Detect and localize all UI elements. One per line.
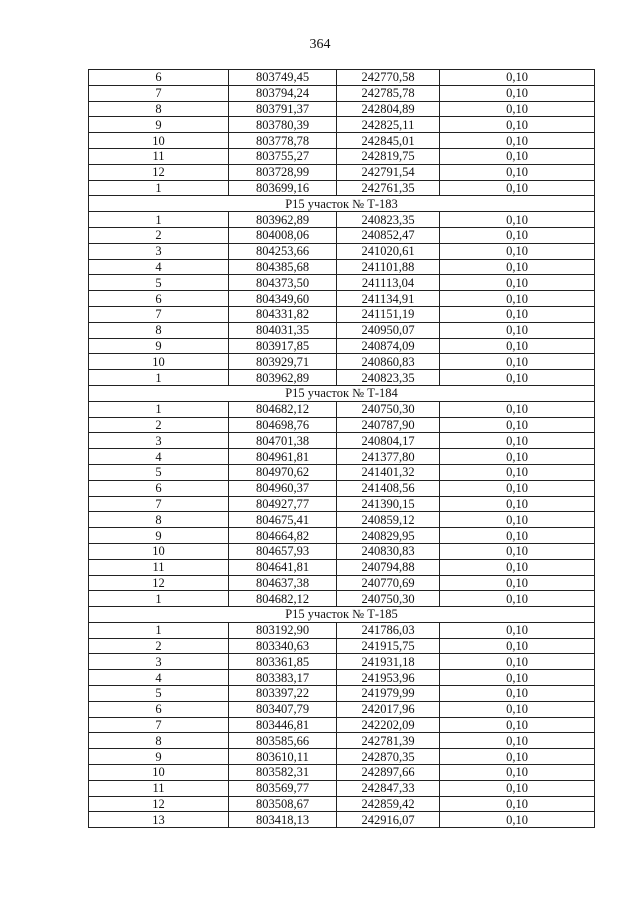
x-coordinate-cell: 803418,13 bbox=[229, 812, 337, 828]
accuracy-cell: 0,10 bbox=[440, 275, 595, 291]
point-number-cell: 11 bbox=[89, 780, 229, 796]
point-number-cell: 7 bbox=[89, 85, 229, 101]
section-header-row bbox=[89, 196, 595, 212]
accuracy-cell: 0,10 bbox=[440, 622, 595, 638]
x-coordinate-cell: 803585,66 bbox=[229, 733, 337, 749]
x-coordinate-cell: 804349,60 bbox=[229, 291, 337, 307]
x-coordinate-cell: 803917,85 bbox=[229, 338, 337, 354]
y-coordinate-cell: 242916,07 bbox=[337, 812, 440, 828]
x-coordinate-cell: 803749,45 bbox=[229, 70, 337, 86]
table-row bbox=[89, 686, 595, 702]
y-coordinate-cell: 240823,35 bbox=[337, 212, 440, 228]
x-coordinate-cell: 804385,68 bbox=[229, 259, 337, 275]
y-coordinate-cell: 240750,30 bbox=[337, 401, 440, 417]
y-coordinate-cell: 240830,83 bbox=[337, 543, 440, 559]
accuracy-cell: 0,10 bbox=[440, 575, 595, 591]
table-row bbox=[89, 701, 595, 717]
table-row bbox=[89, 496, 595, 512]
point-number-cell: 10 bbox=[89, 543, 229, 559]
x-coordinate-cell: 804031,35 bbox=[229, 322, 337, 338]
y-coordinate-cell: 241101,88 bbox=[337, 259, 440, 275]
accuracy-cell: 0,10 bbox=[440, 417, 595, 433]
point-number-cell: 12 bbox=[89, 164, 229, 180]
section-title: Р15 участок № Т-183 bbox=[89, 196, 595, 212]
x-coordinate-cell: 804960,37 bbox=[229, 480, 337, 496]
accuracy-cell: 0,10 bbox=[440, 449, 595, 465]
x-coordinate-cell: 803794,24 bbox=[229, 85, 337, 101]
accuracy-cell: 0,10 bbox=[440, 259, 595, 275]
accuracy-cell: 0,10 bbox=[440, 686, 595, 702]
accuracy-cell: 0,10 bbox=[440, 654, 595, 670]
section-title: Р15 участок № Т-184 bbox=[89, 385, 595, 401]
y-coordinate-cell: 241953,96 bbox=[337, 670, 440, 686]
table-row bbox=[89, 812, 595, 828]
table-row bbox=[89, 180, 595, 196]
table-row bbox=[89, 622, 595, 638]
table-row bbox=[89, 101, 595, 117]
point-number-cell: 7 bbox=[89, 717, 229, 733]
x-coordinate-cell: 803610,11 bbox=[229, 749, 337, 765]
x-coordinate-cell: 803361,85 bbox=[229, 654, 337, 670]
x-coordinate-cell: 804373,50 bbox=[229, 275, 337, 291]
y-coordinate-cell: 240860,83 bbox=[337, 354, 440, 370]
x-coordinate-cell: 803508,67 bbox=[229, 796, 337, 812]
y-coordinate-cell: 240852,47 bbox=[337, 227, 440, 243]
y-coordinate-cell: 241401,32 bbox=[337, 464, 440, 480]
x-coordinate-cell: 804961,81 bbox=[229, 449, 337, 465]
table-row bbox=[89, 796, 595, 812]
point-number-cell: 8 bbox=[89, 733, 229, 749]
accuracy-cell: 0,10 bbox=[440, 243, 595, 259]
x-coordinate-cell: 803582,31 bbox=[229, 765, 337, 781]
point-number-cell: 3 bbox=[89, 433, 229, 449]
table-row bbox=[89, 133, 595, 149]
y-coordinate-cell: 242897,66 bbox=[337, 765, 440, 781]
x-coordinate-cell: 803192,90 bbox=[229, 622, 337, 638]
table-row bbox=[89, 717, 595, 733]
y-coordinate-cell: 242847,33 bbox=[337, 780, 440, 796]
x-coordinate-cell: 804698,76 bbox=[229, 417, 337, 433]
x-coordinate-cell: 804331,82 bbox=[229, 306, 337, 322]
table-row bbox=[89, 591, 595, 607]
coordinates-table bbox=[88, 69, 595, 828]
section-header-row bbox=[89, 607, 595, 623]
x-coordinate-cell: 803383,17 bbox=[229, 670, 337, 686]
accuracy-cell: 0,10 bbox=[440, 528, 595, 544]
table-row bbox=[89, 322, 595, 338]
x-coordinate-cell: 803791,37 bbox=[229, 101, 337, 117]
accuracy-cell: 0,10 bbox=[440, 117, 595, 133]
y-coordinate-cell: 240804,17 bbox=[337, 433, 440, 449]
accuracy-cell: 0,10 bbox=[440, 749, 595, 765]
table-row bbox=[89, 370, 595, 386]
y-coordinate-cell: 241134,91 bbox=[337, 291, 440, 307]
accuracy-cell: 0,10 bbox=[440, 812, 595, 828]
x-coordinate-cell: 803407,79 bbox=[229, 701, 337, 717]
x-coordinate-cell: 803446,81 bbox=[229, 717, 337, 733]
table-row bbox=[89, 259, 595, 275]
accuracy-cell: 0,10 bbox=[440, 480, 595, 496]
table-row bbox=[89, 85, 595, 101]
point-number-cell: 9 bbox=[89, 117, 229, 133]
y-coordinate-cell: 242845,01 bbox=[337, 133, 440, 149]
x-coordinate-cell: 803780,39 bbox=[229, 117, 337, 133]
table-row bbox=[89, 749, 595, 765]
accuracy-cell: 0,10 bbox=[440, 512, 595, 528]
x-coordinate-cell: 803962,89 bbox=[229, 212, 337, 228]
accuracy-cell: 0,10 bbox=[440, 401, 595, 417]
point-number-cell: 1 bbox=[89, 370, 229, 386]
table-row bbox=[89, 449, 595, 465]
table-row bbox=[89, 464, 595, 480]
table-row bbox=[89, 401, 595, 417]
point-number-cell: 5 bbox=[89, 686, 229, 702]
y-coordinate-cell: 242804,89 bbox=[337, 101, 440, 117]
y-coordinate-cell: 241390,15 bbox=[337, 496, 440, 512]
y-coordinate-cell: 242761,35 bbox=[337, 180, 440, 196]
accuracy-cell: 0,10 bbox=[440, 291, 595, 307]
accuracy-cell: 0,10 bbox=[440, 70, 595, 86]
y-coordinate-cell: 240829,95 bbox=[337, 528, 440, 544]
point-number-cell: 8 bbox=[89, 101, 229, 117]
x-coordinate-cell: 804675,41 bbox=[229, 512, 337, 528]
y-coordinate-cell: 241931,18 bbox=[337, 654, 440, 670]
x-coordinate-cell: 804682,12 bbox=[229, 591, 337, 607]
accuracy-cell: 0,10 bbox=[440, 464, 595, 480]
y-coordinate-cell: 241020,61 bbox=[337, 243, 440, 259]
accuracy-cell: 0,10 bbox=[440, 559, 595, 575]
table-row bbox=[89, 765, 595, 781]
accuracy-cell: 0,10 bbox=[440, 496, 595, 512]
point-number-cell: 6 bbox=[89, 70, 229, 86]
table-row bbox=[89, 559, 595, 575]
accuracy-cell: 0,10 bbox=[440, 796, 595, 812]
y-coordinate-cell: 242825,11 bbox=[337, 117, 440, 133]
point-number-cell: 1 bbox=[89, 180, 229, 196]
x-coordinate-cell: 803962,89 bbox=[229, 370, 337, 386]
accuracy-cell: 0,10 bbox=[440, 180, 595, 196]
point-number-cell: 4 bbox=[89, 449, 229, 465]
point-number-cell: 1 bbox=[89, 622, 229, 638]
accuracy-cell: 0,10 bbox=[440, 543, 595, 559]
table-row bbox=[89, 670, 595, 686]
point-number-cell: 12 bbox=[89, 575, 229, 591]
table-row bbox=[89, 528, 595, 544]
accuracy-cell: 0,10 bbox=[440, 148, 595, 164]
y-coordinate-cell: 241915,75 bbox=[337, 638, 440, 654]
accuracy-cell: 0,10 bbox=[440, 670, 595, 686]
table-row bbox=[89, 70, 595, 86]
point-number-cell: 3 bbox=[89, 243, 229, 259]
accuracy-cell: 0,10 bbox=[440, 322, 595, 338]
x-coordinate-cell: 803929,71 bbox=[229, 354, 337, 370]
accuracy-cell: 0,10 bbox=[440, 765, 595, 781]
y-coordinate-cell: 240874,09 bbox=[337, 338, 440, 354]
table-row bbox=[89, 164, 595, 180]
x-coordinate-cell: 803778,78 bbox=[229, 133, 337, 149]
accuracy-cell: 0,10 bbox=[440, 101, 595, 117]
y-coordinate-cell: 242202,09 bbox=[337, 717, 440, 733]
point-number-cell: 8 bbox=[89, 512, 229, 528]
table-row bbox=[89, 338, 595, 354]
x-coordinate-cell: 803569,77 bbox=[229, 780, 337, 796]
table-row bbox=[89, 306, 595, 322]
accuracy-cell: 0,10 bbox=[440, 354, 595, 370]
x-coordinate-cell: 804927,77 bbox=[229, 496, 337, 512]
y-coordinate-cell: 242870,35 bbox=[337, 749, 440, 765]
y-coordinate-cell: 241377,80 bbox=[337, 449, 440, 465]
table-row bbox=[89, 433, 595, 449]
x-coordinate-cell: 804701,38 bbox=[229, 433, 337, 449]
section-title: Р15 участок № Т-185 bbox=[89, 607, 595, 623]
y-coordinate-cell: 241113,04 bbox=[337, 275, 440, 291]
accuracy-cell: 0,10 bbox=[440, 638, 595, 654]
y-coordinate-cell: 240950,07 bbox=[337, 322, 440, 338]
y-coordinate-cell: 240787,90 bbox=[337, 417, 440, 433]
accuracy-cell: 0,10 bbox=[440, 780, 595, 796]
point-number-cell: 4 bbox=[89, 259, 229, 275]
table-row bbox=[89, 148, 595, 164]
table-row bbox=[89, 512, 595, 528]
table-row bbox=[89, 417, 595, 433]
coordinates-table-body bbox=[89, 70, 595, 828]
point-number-cell: 5 bbox=[89, 464, 229, 480]
x-coordinate-cell: 804253,66 bbox=[229, 243, 337, 259]
table-row bbox=[89, 212, 595, 228]
x-coordinate-cell: 804970,62 bbox=[229, 464, 337, 480]
point-number-cell: 2 bbox=[89, 227, 229, 243]
accuracy-cell: 0,10 bbox=[440, 433, 595, 449]
table-row bbox=[89, 480, 595, 496]
point-number-cell: 10 bbox=[89, 133, 229, 149]
table-row bbox=[89, 243, 595, 259]
table-row bbox=[89, 227, 595, 243]
table-row bbox=[89, 117, 595, 133]
x-coordinate-cell: 803340,63 bbox=[229, 638, 337, 654]
table-row bbox=[89, 275, 595, 291]
point-number-cell: 10 bbox=[89, 354, 229, 370]
x-coordinate-cell: 803728,99 bbox=[229, 164, 337, 180]
x-coordinate-cell: 804664,82 bbox=[229, 528, 337, 544]
point-number-cell: 1 bbox=[89, 401, 229, 417]
accuracy-cell: 0,10 bbox=[440, 591, 595, 607]
point-number-cell: 7 bbox=[89, 306, 229, 322]
y-coordinate-cell: 240794,88 bbox=[337, 559, 440, 575]
point-number-cell: 9 bbox=[89, 338, 229, 354]
accuracy-cell: 0,10 bbox=[440, 370, 595, 386]
y-coordinate-cell: 241786,03 bbox=[337, 622, 440, 638]
x-coordinate-cell: 804008,06 bbox=[229, 227, 337, 243]
table-row bbox=[89, 575, 595, 591]
point-number-cell: 10 bbox=[89, 765, 229, 781]
table-row bbox=[89, 354, 595, 370]
section-header-row bbox=[89, 385, 595, 401]
point-number-cell: 2 bbox=[89, 417, 229, 433]
accuracy-cell: 0,10 bbox=[440, 733, 595, 749]
y-coordinate-cell: 242781,39 bbox=[337, 733, 440, 749]
x-coordinate-cell: 803699,16 bbox=[229, 180, 337, 196]
y-coordinate-cell: 241979,99 bbox=[337, 686, 440, 702]
point-number-cell: 6 bbox=[89, 291, 229, 307]
point-number-cell: 1 bbox=[89, 591, 229, 607]
y-coordinate-cell: 240770,69 bbox=[337, 575, 440, 591]
x-coordinate-cell: 804657,93 bbox=[229, 543, 337, 559]
y-coordinate-cell: 241408,56 bbox=[337, 480, 440, 496]
point-number-cell: 2 bbox=[89, 638, 229, 654]
accuracy-cell: 0,10 bbox=[440, 338, 595, 354]
accuracy-cell: 0,10 bbox=[440, 85, 595, 101]
point-number-cell: 11 bbox=[89, 148, 229, 164]
table-row bbox=[89, 733, 595, 749]
point-number-cell: 5 bbox=[89, 275, 229, 291]
point-number-cell: 13 bbox=[89, 812, 229, 828]
point-number-cell: 9 bbox=[89, 528, 229, 544]
table-row bbox=[89, 543, 595, 559]
x-coordinate-cell: 803755,27 bbox=[229, 148, 337, 164]
y-coordinate-cell: 240750,30 bbox=[337, 591, 440, 607]
point-number-cell: 1 bbox=[89, 212, 229, 228]
accuracy-cell: 0,10 bbox=[440, 701, 595, 717]
point-number-cell: 3 bbox=[89, 654, 229, 670]
table-row bbox=[89, 291, 595, 307]
table-row bbox=[89, 780, 595, 796]
point-number-cell: 6 bbox=[89, 701, 229, 717]
y-coordinate-cell: 242791,54 bbox=[337, 164, 440, 180]
point-number-cell: 4 bbox=[89, 670, 229, 686]
point-number-cell: 12 bbox=[89, 796, 229, 812]
x-coordinate-cell: 803397,22 bbox=[229, 686, 337, 702]
y-coordinate-cell: 240823,35 bbox=[337, 370, 440, 386]
point-number-cell: 8 bbox=[89, 322, 229, 338]
y-coordinate-cell: 241151,19 bbox=[337, 306, 440, 322]
point-number-cell: 7 bbox=[89, 496, 229, 512]
point-number-cell: 6 bbox=[89, 480, 229, 496]
accuracy-cell: 0,10 bbox=[440, 164, 595, 180]
point-number-cell: 11 bbox=[89, 559, 229, 575]
point-number-cell: 9 bbox=[89, 749, 229, 765]
accuracy-cell: 0,10 bbox=[440, 306, 595, 322]
y-coordinate-cell: 240859,12 bbox=[337, 512, 440, 528]
y-coordinate-cell: 242770,58 bbox=[337, 70, 440, 86]
y-coordinate-cell: 242859,42 bbox=[337, 796, 440, 812]
accuracy-cell: 0,10 bbox=[440, 133, 595, 149]
accuracy-cell: 0,10 bbox=[440, 717, 595, 733]
table-row bbox=[89, 654, 595, 670]
accuracy-cell: 0,10 bbox=[440, 227, 595, 243]
table-row bbox=[89, 638, 595, 654]
y-coordinate-cell: 242819,75 bbox=[337, 148, 440, 164]
page-number: 364 bbox=[309, 37, 331, 52]
y-coordinate-cell: 242017,96 bbox=[337, 701, 440, 717]
x-coordinate-cell: 804641,81 bbox=[229, 559, 337, 575]
y-coordinate-cell: 242785,78 bbox=[337, 85, 440, 101]
accuracy-cell: 0,10 bbox=[440, 212, 595, 228]
x-coordinate-cell: 804682,12 bbox=[229, 401, 337, 417]
x-coordinate-cell: 804637,38 bbox=[229, 575, 337, 591]
